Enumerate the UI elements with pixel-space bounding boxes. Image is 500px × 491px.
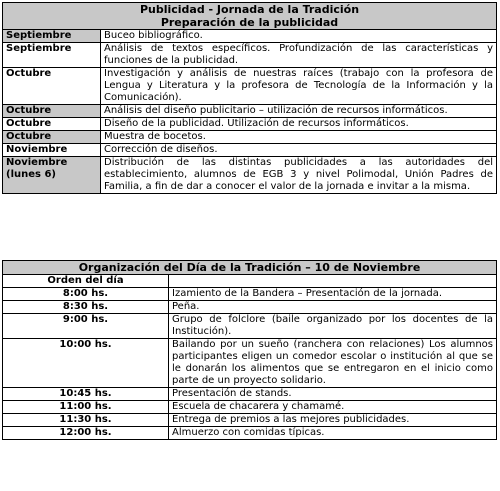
time-cell: 9:00 hs. xyxy=(3,314,169,339)
table-row xyxy=(3,144,497,157)
event-cell: Entrega de premios a las mejores publicidades. xyxy=(169,414,497,427)
event-cell: Bailando por un sueño (ranchera con relaciones) Los alumnos participantes eligen un comedor escolar o institución al que se le donarán los alimentos que se entregaron en el inicio como parte de un proyecto solidario. xyxy=(169,339,497,388)
time-cell: 8:00 hs. xyxy=(3,288,169,301)
table-row xyxy=(3,401,497,414)
organizacion-table xyxy=(2,260,497,440)
time-cell: 10:00 hs. xyxy=(3,339,169,388)
desc-header xyxy=(169,275,497,288)
publicidad-title-line2: Preparación de la publicidad xyxy=(160,16,339,29)
table-row xyxy=(3,388,497,401)
activity-cell: Investigación y análisis de nuestras raíces (trabajo con la profesora de Lengua y Literatura y la profesora de Tecnología de la Información y la Comunicación). xyxy=(101,68,497,105)
publicidad-title-line1: Publicidad - Jornada de la Tradición xyxy=(139,3,360,16)
event-cell: Izamiento de la Bandera – Presentación de la jornada. xyxy=(169,288,497,301)
publicidad-table xyxy=(2,2,497,194)
month-detail: (lunes 6) xyxy=(6,169,56,180)
table-row xyxy=(3,68,497,105)
activity-cell: Buceo bibliográfico. xyxy=(101,30,497,43)
table-row xyxy=(3,118,497,131)
activity-cell: Análisis de textos específicos. Profundización de las características y funciones de la publicidad. xyxy=(101,43,497,68)
table-row xyxy=(3,131,497,144)
month-cell: Octubre xyxy=(3,131,101,144)
activity-cell: Muestra de bocetos. xyxy=(101,131,497,144)
month-cell: Noviembre xyxy=(3,144,101,157)
table-row xyxy=(3,43,497,68)
table-row xyxy=(3,288,497,301)
time-cell: 12:00 hs. xyxy=(3,427,169,440)
organizacion-title: Organización del Día de la Tradición – 10 de Noviembre xyxy=(3,261,497,275)
month-cell xyxy=(3,157,101,194)
event-cell: Peña. xyxy=(169,301,497,314)
month-cell: Octubre xyxy=(3,118,101,131)
time-cell: 10:45 hs. xyxy=(3,388,169,401)
activity-cell: Distribución de las distintas publicidades a las autoridades del establecimiento, alumnos de EGB 3 y nivel Polimodal, Unión Padres de Familia, a fin de dar a conocer el valor de la jornada e invitar a la misma. xyxy=(101,157,497,194)
month-cell: Octubre xyxy=(3,68,101,105)
time-cell: 11:00 hs. xyxy=(3,401,169,414)
month-cell: Septiembre xyxy=(3,30,101,43)
table-row xyxy=(3,157,497,194)
month-cell: Septiembre xyxy=(3,43,101,68)
event-cell: Escuela de chacarera y chamamé. xyxy=(169,401,497,414)
month-label: Noviembre xyxy=(6,157,68,168)
table-row xyxy=(3,314,497,339)
table-row xyxy=(3,30,497,43)
table-row xyxy=(3,427,497,440)
table-row xyxy=(3,339,497,388)
table-row xyxy=(3,414,497,427)
time-cell: 8:30 hs. xyxy=(3,301,169,314)
orden-header: Orden del día xyxy=(3,275,169,288)
activity-cell: Análisis del diseño publicitario – utilización de recursos informáticos. xyxy=(101,105,497,118)
publicidad-title xyxy=(3,3,497,30)
month-cell: Octubre xyxy=(3,105,101,118)
activity-cell: Corrección de diseños. xyxy=(101,144,497,157)
time-cell: 11:30 hs. xyxy=(3,414,169,427)
event-cell: Almuerzo con comidas típicas. xyxy=(169,427,497,440)
table-row xyxy=(3,301,497,314)
activity-cell: Diseño de la publicidad. Utilización de recursos informáticos. xyxy=(101,118,497,131)
table-header-row xyxy=(3,275,497,288)
event-cell: Presentación de stands. xyxy=(169,388,497,401)
table-row xyxy=(3,105,497,118)
event-cell: Grupo de folclore (baile organizado por los docentes de la Institución). xyxy=(169,314,497,339)
